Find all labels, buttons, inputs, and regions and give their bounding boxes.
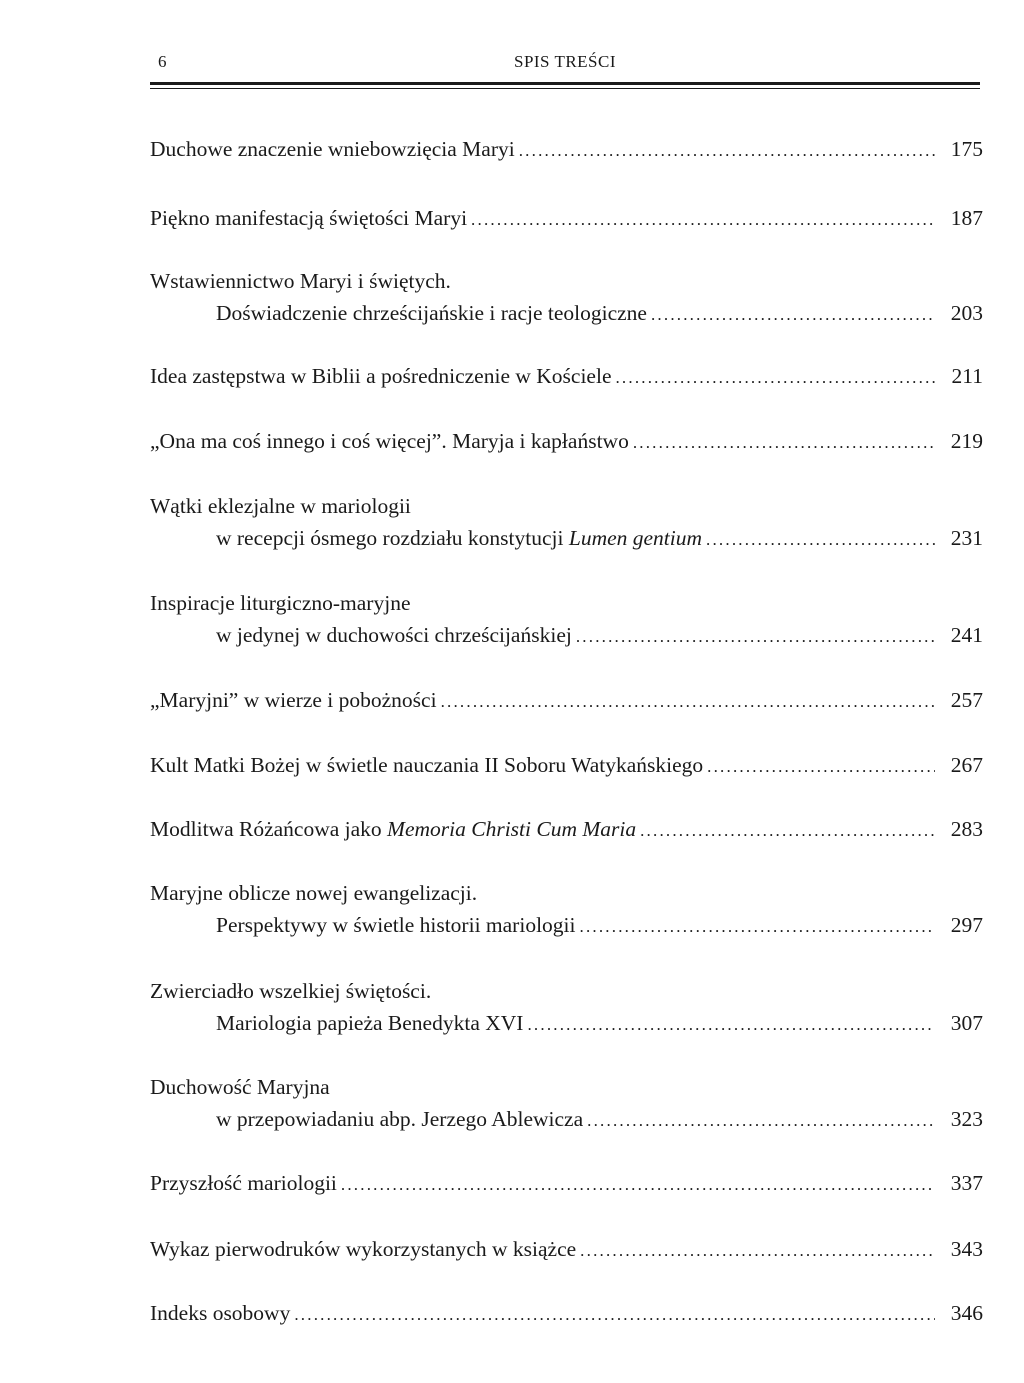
dot-leader <box>471 204 935 236</box>
dot-leader <box>576 621 935 653</box>
toc-entry-page: 241 <box>950 623 983 647</box>
toc-entry <box>150 587 983 651</box>
toc-entry-page: 219 <box>950 429 983 453</box>
dot-leader <box>707 751 935 783</box>
toc-entry-page: 257 <box>950 688 983 712</box>
toc-entry-title: „Maryjni” w wierze i pobożności <box>150 688 437 712</box>
dot-leader <box>580 1235 935 1267</box>
toc-entry-page: 297 <box>950 913 983 937</box>
toc-entry-page: 337 <box>950 1171 983 1195</box>
toc-entry-title-cont: Mariologia papieża Benedykta XVI <box>216 1011 524 1035</box>
page-number: 6 <box>158 52 167 71</box>
toc-entry-page: 203 <box>950 301 983 325</box>
header-rule-thin <box>150 88 980 89</box>
toc-entry <box>150 975 983 1039</box>
italic-title: Memoria Christi Cum Maria <box>387 817 637 841</box>
toc-entry-title: Wątki eklezjalne w mariologii <box>150 494 411 518</box>
toc-entry-title: Inspiracje liturgiczno-maryjne <box>150 591 411 615</box>
toc-entry-title: Wykaz pierwodruków wykorzystanych w książce <box>150 1237 577 1261</box>
dot-leader <box>706 524 935 556</box>
toc-entry-page: 267 <box>950 753 983 777</box>
toc-entry-title: Modlitwa Różańcowa jako Memoria Christi Cum Maria <box>150 817 637 841</box>
toc-entry-title: Maryjne oblicze nowej ewangelizacji. <box>150 881 478 905</box>
toc-entry-title: Duchowe znaczenie wniebowzięcia Maryi <box>150 137 515 161</box>
toc-entry <box>150 684 983 716</box>
dot-leader <box>519 135 935 167</box>
toc-entry-title: Piękno manifestacją świętości Maryi <box>150 206 468 230</box>
dot-leader <box>294 1299 935 1331</box>
toc-entry <box>150 1233 983 1265</box>
toc-entry-title: „Ona ma coś innego i coś więcej”. Maryja i kapłaństwo <box>150 429 629 453</box>
toc-entry <box>150 202 983 234</box>
toc-entry-page: 343 <box>950 1237 983 1261</box>
toc-entry-title-cont: w przepowiadaniu abp. Jerzego Ablewicza <box>216 1107 584 1131</box>
toc-entry-title-cont: w jedynej w duchowości chrześcijańskiej <box>216 623 572 647</box>
dot-leader <box>651 299 935 331</box>
toc-entry-page: 323 <box>950 1107 983 1131</box>
toc-entry <box>150 877 983 941</box>
dot-leader <box>633 427 935 459</box>
toc-entry <box>150 1071 983 1135</box>
italic-title: Lumen gentium <box>568 526 703 550</box>
dot-leader <box>341 1169 935 1201</box>
toc-entry-title: Przyszłość mariologii <box>150 1171 337 1195</box>
toc-entry-title: Duchowość Maryjna <box>150 1075 330 1099</box>
toc-entry <box>150 265 983 329</box>
dot-leader <box>441 686 935 718</box>
toc-entry <box>150 360 983 392</box>
toc-entry-page: 175 <box>950 137 983 161</box>
toc-entry-title: Kult Matki Bożej w świetle nauczania II Soboru Watykańskiego <box>150 753 704 777</box>
toc-entry <box>150 1167 983 1199</box>
toc-entry <box>150 1297 983 1329</box>
toc-entry <box>150 749 983 781</box>
toc-entry-title-cont: w recepcji ósmego rozdziału konstytucji Lumen gentium <box>216 526 703 550</box>
dot-leader <box>640 815 935 847</box>
page-header <box>150 52 980 74</box>
toc-entry-title-cont: Perspektywy w świetle historii mariologii <box>216 913 576 937</box>
toc-entry-page: 231 <box>950 526 983 550</box>
toc-entry <box>150 425 983 457</box>
toc-entry <box>150 490 983 554</box>
dot-leader <box>615 362 935 394</box>
dot-leader <box>580 911 936 943</box>
toc-entry-title: Zwierciadło wszelkiej świętości. <box>150 979 432 1003</box>
toc-entry <box>150 813 983 845</box>
toc-entry-page: 211 <box>951 364 983 388</box>
header-rule-thick <box>150 82 980 85</box>
running-title: SPIS TREŚCI <box>513 52 617 71</box>
toc-entry-page: 346 <box>950 1301 983 1325</box>
dot-leader <box>587 1105 935 1137</box>
toc-entry-title: Indeks osobowy <box>150 1301 291 1325</box>
toc-entry-title: Wstawiennictwo Maryi i świętych. <box>150 269 451 293</box>
toc-entry-page: 187 <box>950 206 983 230</box>
toc-entry-title-cont: Doświadczenie chrześcijańskie i racje teologiczne <box>216 301 647 325</box>
toc-entry-page: 283 <box>950 817 983 841</box>
toc-entry <box>150 133 983 165</box>
toc-entry-page: 307 <box>950 1011 983 1035</box>
toc-entry-title: Idea zastępstwa w Biblii a pośredniczenie w Kościele <box>150 364 612 388</box>
dot-leader <box>527 1009 935 1041</box>
